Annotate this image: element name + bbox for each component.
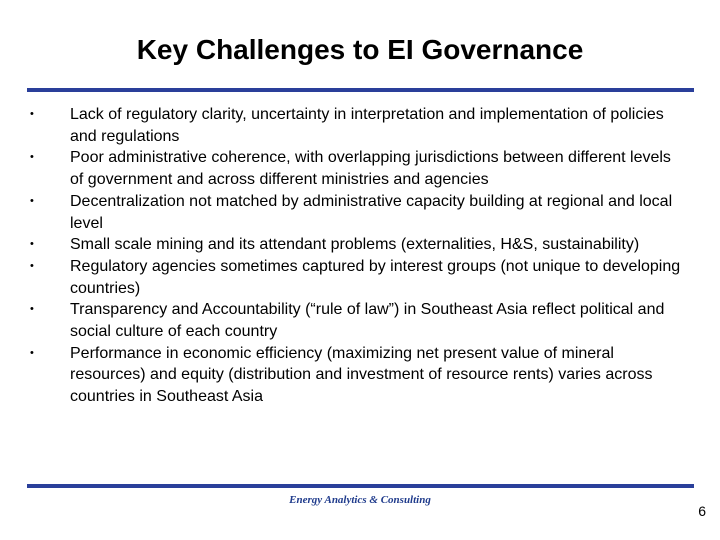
- bullet-text: Performance in economic efficiency (maximizing net present value of mineral resources) and equity (distribution and investment of resource rents) varies across countries in Southeast Asia: [70, 344, 653, 406]
- bottom-divider: [27, 484, 694, 488]
- bullet-item: [28, 104, 688, 147]
- bullet-text: Poor administrative coherence, with overlapping jurisdictions between different levels of government and across different ministries and agencies: [70, 149, 671, 189]
- slide-title: Key Challenges to EI Governance: [136, 34, 584, 65]
- bullet-marker: •: [30, 303, 34, 316]
- bullet-item: [28, 147, 688, 190]
- bullet-marker: •: [30, 238, 34, 251]
- bullet-text: Small scale mining and its attendant problems (externalities, H&S, sustainability): [70, 236, 640, 254]
- footer-brand: Energy Analytics & Consulting: [289, 494, 431, 506]
- bullet-text: Regulatory agencies sometimes captured by interest groups (not unique to developing countries): [70, 257, 681, 297]
- bullet-item: [28, 191, 688, 234]
- bullet-text: Lack of regulatory clarity, uncertainty in interpretation and implementation of policies and regulations: [70, 106, 664, 145]
- bullet-item: [28, 234, 688, 256]
- bullet-text: Transparency and Accountability (“rule of law”) in Southeast Asia reflect political and social culture of each country: [70, 301, 665, 341]
- bullet-text: Decentralization not matched by administrative capacity building at regional and local level: [70, 192, 673, 232]
- bullet-list: [28, 104, 688, 408]
- bullet-marker: •: [30, 259, 34, 272]
- page-number: 6: [698, 503, 706, 519]
- bullet-item: [28, 256, 688, 299]
- bullet-item: [28, 343, 688, 408]
- bullet-marker: •: [30, 151, 34, 164]
- bullet-marker: •: [30, 194, 34, 207]
- bullet-marker: •: [30, 108, 34, 120]
- bullet-marker: •: [30, 346, 34, 359]
- bullet-item: [28, 299, 688, 342]
- top-divider: [27, 88, 694, 92]
